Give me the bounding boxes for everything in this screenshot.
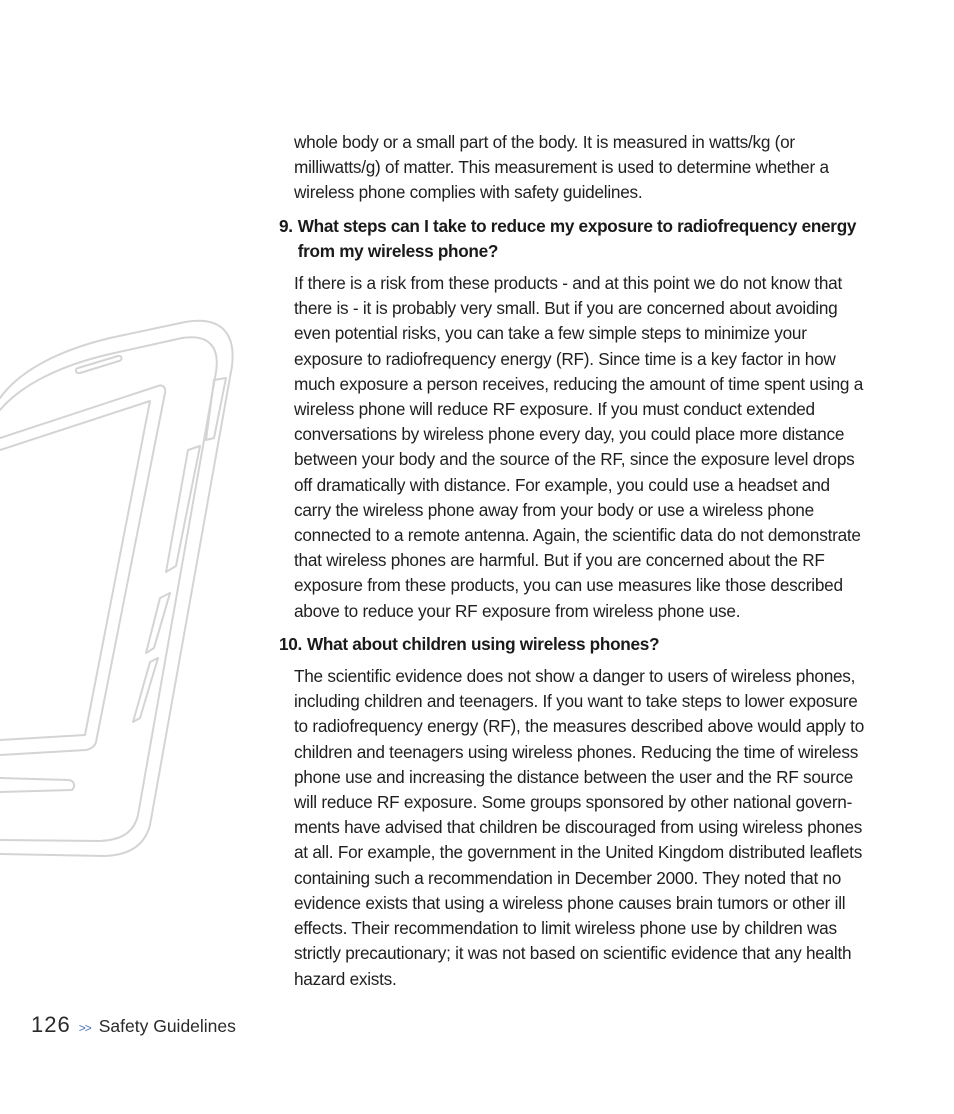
phone-illustration-icon — [0, 310, 250, 870]
question-9-answer: If there is a risk from these products - and at this point we do not know that there is - it is probably very small. But if you are concerned about avoiding even potential risks, you can take a few simple steps to minimize your exposure to radiofrequency energy (RF). Since time is a key factor in how much exposure a person receives, reducing the amount of time spent using a wireless phone will reduce RF exposure. If you must conduct extended conversations by wireless phone every day, you could place more distance between your body and the source of the RF, since the exposure level drops off dramatically with distance. For example, you could use a headset and carry the wireless phone away from your body or use a wireless phone connected to a remote antenna. Again, the scientific data do not demonstrate that wireless phones are harmful. But if you are concerned about the RF exposure from these products, you can use measures like those described above to reduce your RF exposure from wireless phone use. — [294, 273, 864, 621]
question-10-title: What about children using wireless phones? — [307, 633, 660, 654]
page-number: 126 — [31, 1012, 71, 1037]
intro-paragraph: whole body or a small part of the body. It is measured in watts/kg (or milliwatts/g) of matter. This measurement is used to determine whether a wireless phone complies with safety guidelines. — [294, 132, 829, 203]
chevron-right-icon: >> — [78, 1021, 91, 1035]
question-10-number: 10. — [279, 633, 302, 654]
question-10-heading — [279, 632, 864, 657]
question-10-section — [279, 632, 864, 992]
question-10-answer: The scientific evidence does not show a danger to users of wireless phones, including children and teenagers. If you want to take steps to lower exposure to radiofrequency energy (RF), the measures described above would apply to children and teenagers using wireless phones. Reducing the time of wireless phone use and increasing the distance between the user and the RF source will reduce RF exposure. Some groups sponsored by other national govern-ments have advised that children be discouraged from using wireless phones at all. For example, the government in the United Kingdom distributed leaflets containing such a recommendation in December 2000. They noted that no evidence exists that using a wireless phone causes brain tumors or other ill effects. Their recommendation to limit wireless phone use by children was strictly precautionary; it was not based on scientific evidence that any health hazard exists. — [294, 666, 865, 989]
document-body — [279, 130, 864, 1000]
question-9-title: What steps can I take to reduce my exposure to radiofrequency energy from my wireless phone? — [297, 215, 857, 261]
page-footer — [31, 1012, 236, 1038]
section-name: Safety Guidelines — [98, 1016, 236, 1036]
question-9-section — [279, 214, 864, 624]
question-9-number: 9. — [279, 215, 293, 236]
question-9-heading — [279, 214, 864, 264]
